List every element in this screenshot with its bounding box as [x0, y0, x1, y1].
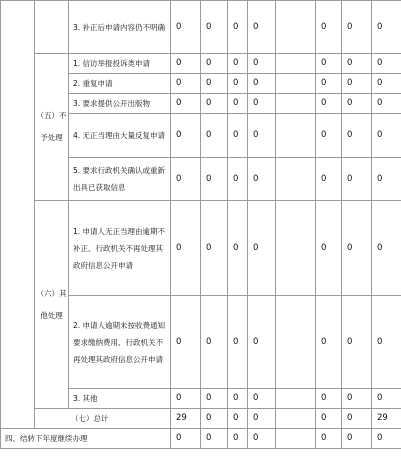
cell-value: 0	[171, 389, 201, 409]
table-row	[1, 1, 401, 54]
cell-value: 0	[342, 1, 372, 54]
cell-value: 0	[316, 54, 342, 74]
cell-value: 0	[372, 54, 401, 74]
cell-value	[276, 429, 316, 449]
group-blank-cell	[35, 1, 69, 54]
cell-value: 0	[248, 389, 276, 409]
cell-value: 0	[342, 429, 372, 449]
cell-value: 0	[248, 74, 276, 94]
cell-value: 0	[201, 158, 228, 201]
cell-value: 0	[201, 114, 228, 158]
cell-value: 29	[372, 409, 401, 429]
cell-value: 0	[342, 54, 372, 74]
cell-value	[276, 114, 316, 158]
cell-value: 0	[171, 201, 201, 296]
cell-value: 0	[342, 94, 372, 114]
cell-value: 0	[228, 429, 248, 449]
cell-value: 0	[342, 158, 372, 201]
cell-value: 0	[248, 1, 276, 54]
subtotal-label: （七）总计	[35, 409, 171, 429]
cell-value: 0	[372, 1, 401, 54]
cell-value: 0	[171, 74, 201, 94]
cell-value: 0	[372, 158, 401, 201]
cell-value: 0	[228, 389, 248, 409]
cell-value: 0	[201, 429, 228, 449]
cell-value: 0	[228, 54, 248, 74]
cell-value: 0	[201, 201, 228, 296]
cell-value: 0	[171, 296, 201, 389]
group-label-six: （六）其他处理	[35, 201, 69, 409]
row-label: 2. 重复申请	[69, 74, 171, 94]
cell-value: 0	[248, 54, 276, 74]
cell-value: 0	[171, 114, 201, 158]
cell-value: 0	[201, 94, 228, 114]
cell-value: 0	[201, 409, 228, 429]
row-label: 3. 要求提供公开出版物	[69, 94, 171, 114]
cell-value: 0	[248, 94, 276, 114]
cell-value: 0	[316, 94, 342, 114]
row-label: 1. 申请人无正当理由逾期不补正、行政机关不再处理其政府信息公开申请	[69, 201, 171, 296]
cell-value: 0	[228, 158, 248, 201]
cell-value: 0	[228, 94, 248, 114]
cell-value: 29	[171, 409, 201, 429]
cell-value: 0	[316, 74, 342, 94]
row-label: 3. 补正后申请内容仍不明确	[69, 1, 171, 54]
subtotal-row	[1, 409, 401, 429]
carryover-row	[1, 429, 401, 449]
cell-value: 0	[248, 429, 276, 449]
cell-value: 0	[171, 158, 201, 201]
cell-value: 0	[228, 114, 248, 158]
cell-value: 0	[201, 389, 228, 409]
outer-blank-cell	[1, 1, 35, 429]
table-row	[1, 54, 401, 74]
cell-value: 0	[316, 114, 342, 158]
row-label: 5. 要求行政机关确认或重新出具已获取信息	[69, 158, 171, 201]
cell-value: 0	[342, 74, 372, 94]
cell-value: 0	[228, 409, 248, 429]
cell-value	[276, 1, 316, 54]
cell-value: 0	[171, 54, 201, 74]
cell-value: 0	[201, 74, 228, 94]
cell-value: 0	[248, 201, 276, 296]
cell-value: 0	[201, 296, 228, 389]
cell-value: 0	[372, 429, 401, 449]
cell-value: 0	[316, 201, 342, 296]
cell-value: 0	[342, 201, 372, 296]
cell-value: 0	[228, 74, 248, 94]
cell-value: 0	[316, 409, 342, 429]
cell-value: 0	[342, 389, 372, 409]
cell-value: 0	[372, 94, 401, 114]
cell-value: 0	[342, 296, 372, 389]
cell-value: 0	[316, 1, 342, 54]
cell-value	[276, 201, 316, 296]
cell-value	[276, 158, 316, 201]
cell-value: 0	[248, 158, 276, 201]
cell-value: 0	[342, 114, 372, 158]
cell-value: 0	[316, 158, 342, 201]
cell-value: 0	[316, 389, 342, 409]
cell-value: 0	[248, 114, 276, 158]
cell-value: 0	[316, 296, 342, 389]
cell-value: 0	[228, 296, 248, 389]
cell-value: 0	[372, 201, 401, 296]
cell-value: 0	[171, 429, 201, 449]
carryover-label: 四、结转下年度继续办理	[1, 429, 171, 449]
cell-value	[276, 74, 316, 94]
cell-value: 0	[372, 74, 401, 94]
table-row	[1, 201, 401, 296]
cell-value: 0	[171, 1, 201, 54]
cell-value	[276, 296, 316, 389]
row-label: 3. 其他	[69, 389, 171, 409]
cell-value: 0	[372, 114, 401, 158]
cell-value: 0	[248, 296, 276, 389]
cell-value: 0	[342, 409, 372, 429]
cell-value: 0	[372, 296, 401, 389]
row-label: 2. 申请人逾期未按收费通知要求缴纳费用、行政机关不再处理其政府信息公开申请	[69, 296, 171, 389]
row-label: 1. 信访举报投诉类申请	[69, 54, 171, 74]
cell-value: 0	[201, 54, 228, 74]
group-label-five: （五）不予处理	[35, 54, 69, 201]
cell-value	[276, 54, 316, 74]
cell-value: 0	[372, 389, 401, 409]
cell-value: 0	[171, 94, 201, 114]
cell-value: 0	[316, 429, 342, 449]
cell-value	[276, 409, 316, 429]
cell-value	[276, 94, 316, 114]
row-label: 4. 无正当理由大量反复申请	[69, 114, 171, 158]
cell-value: 0	[228, 201, 248, 296]
cell-value: 0	[201, 1, 228, 54]
cell-value	[276, 389, 316, 409]
cell-value: 0	[228, 1, 248, 54]
cell-value: 0	[248, 409, 276, 429]
